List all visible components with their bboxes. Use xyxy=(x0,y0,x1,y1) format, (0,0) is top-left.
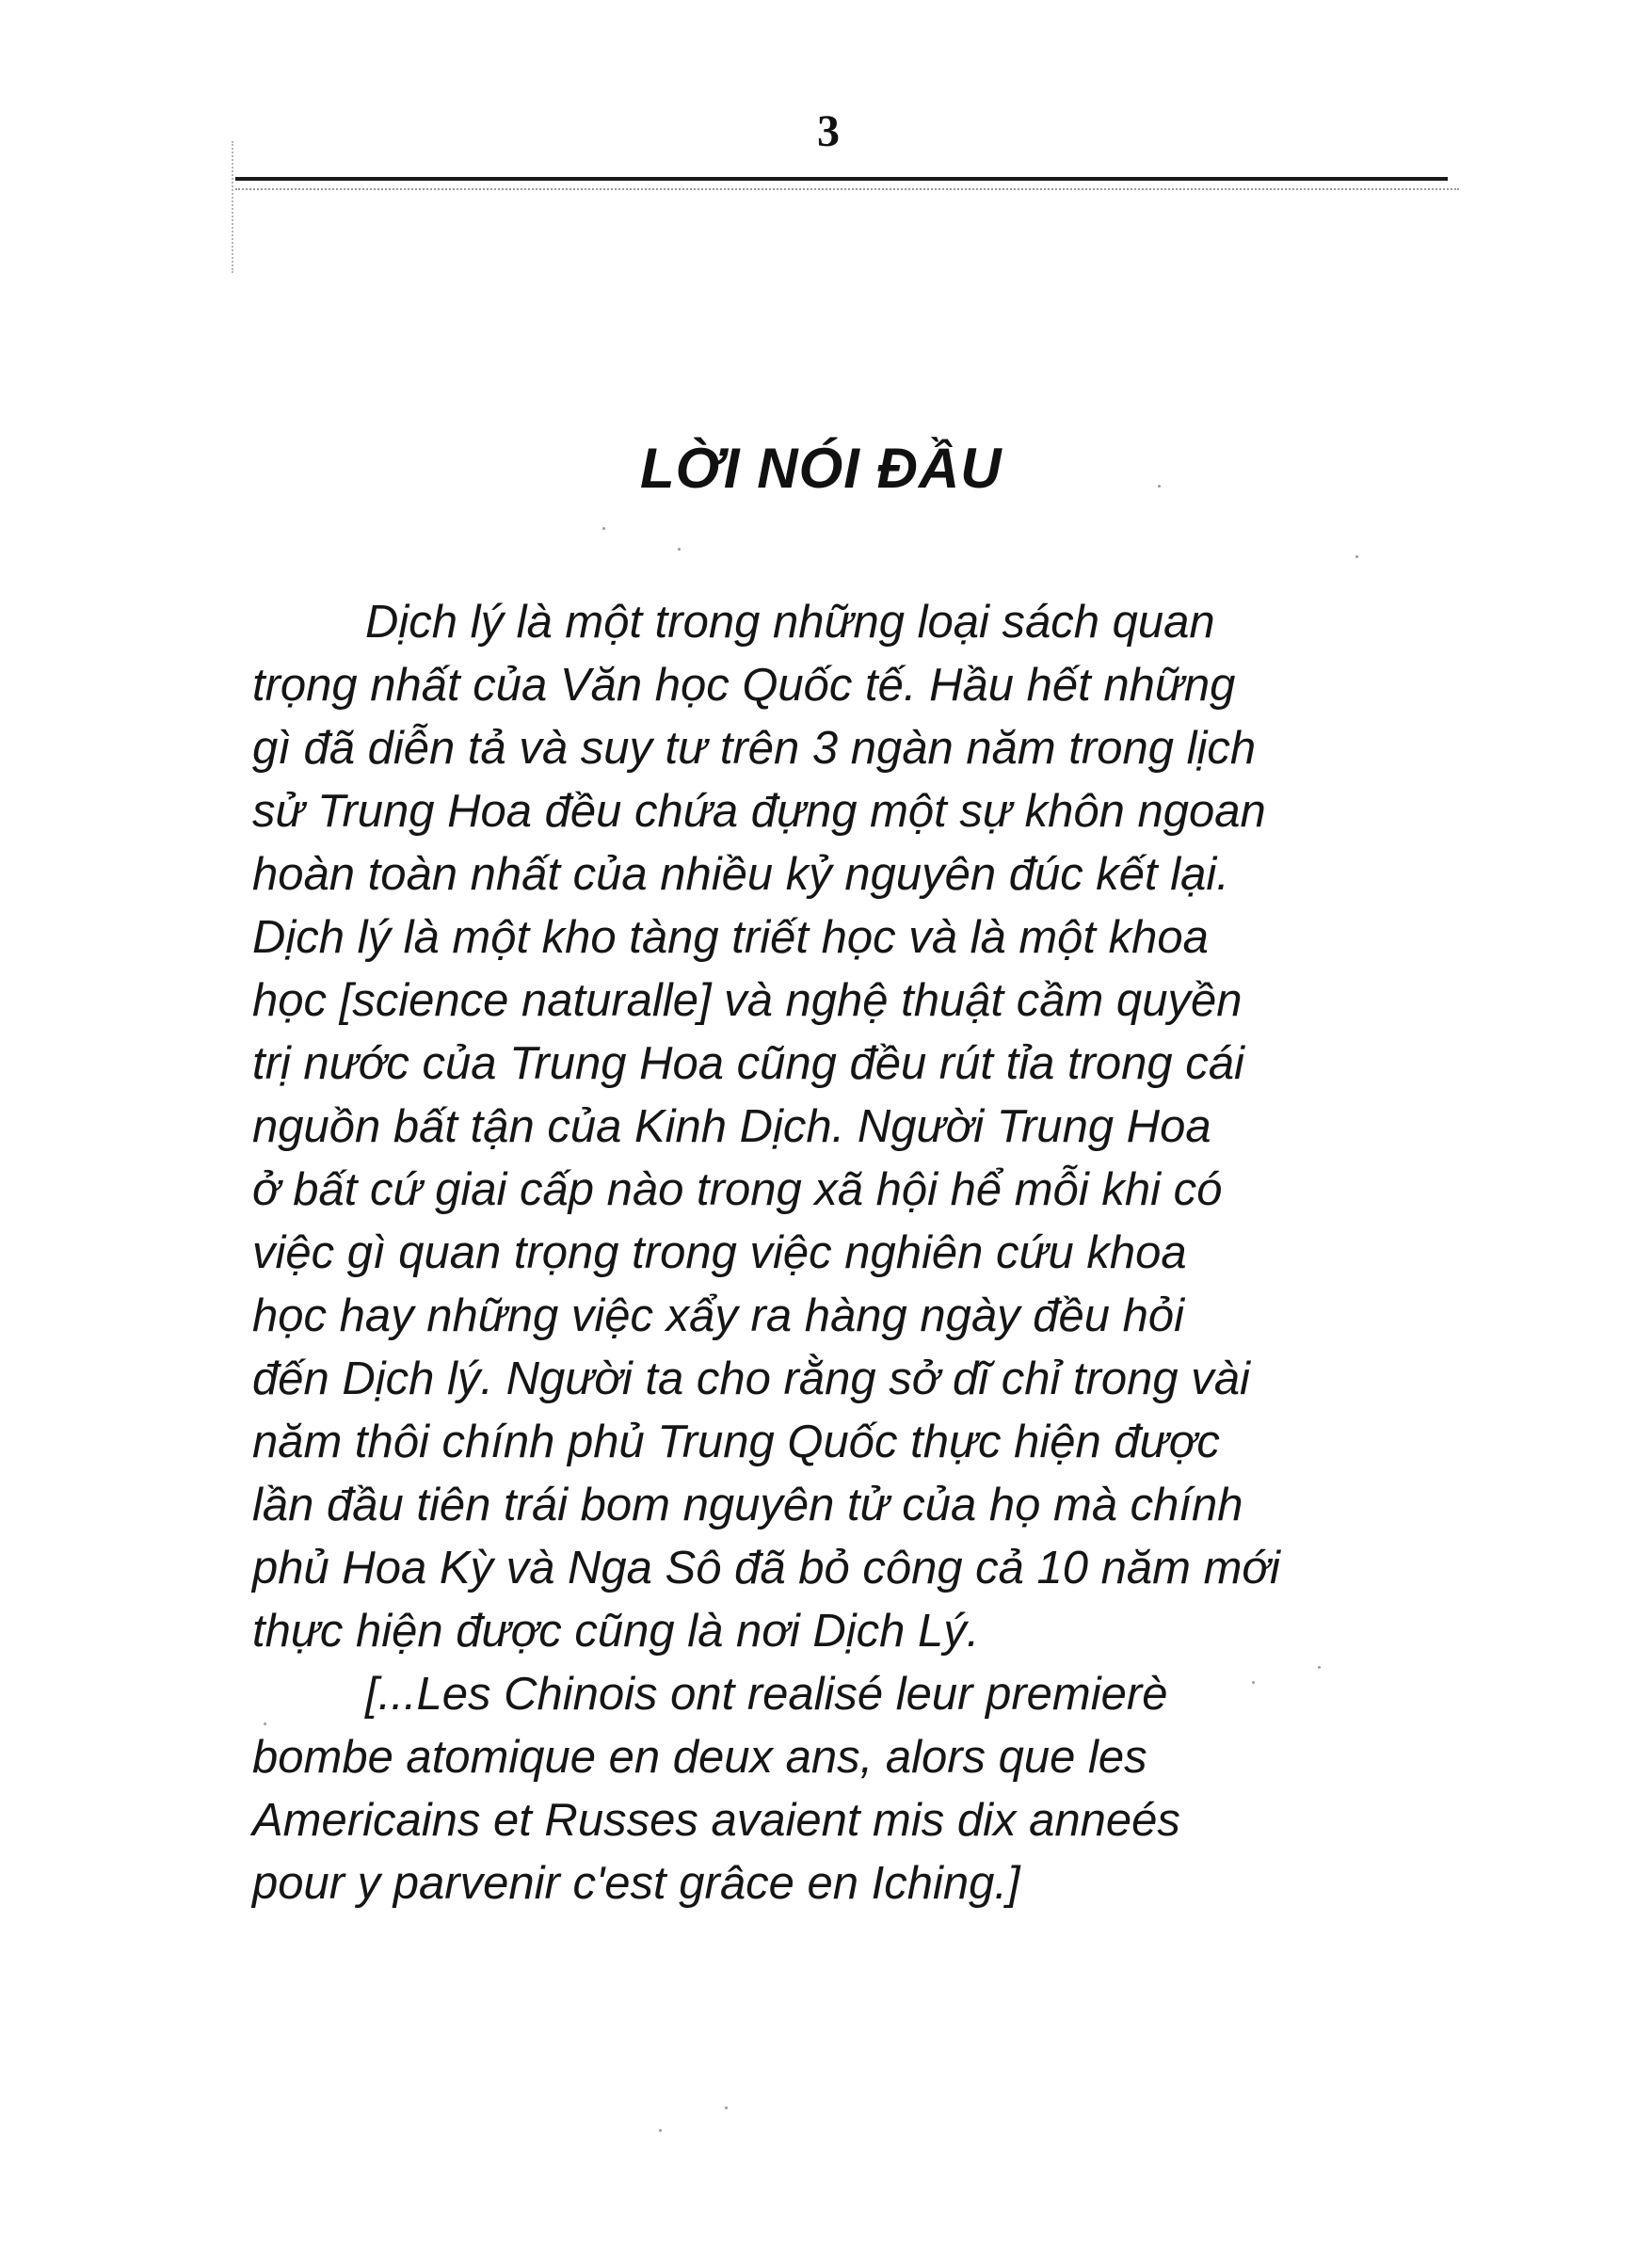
scan-speckle xyxy=(678,548,681,551)
paragraph-1 xyxy=(252,591,1401,1663)
text-line: hoàn toàn nhất của nhiều kỷ nguyên đúc kết lại. xyxy=(252,849,1229,900)
page-number: 3 xyxy=(817,106,840,156)
header-rule-faint xyxy=(235,188,1459,190)
text-line: Americains et Russes avaient mis dix anneés xyxy=(252,1795,1180,1846)
text-line: [...Les Chinois ont realisé leur premierè xyxy=(365,1669,1168,1720)
scan-speckle xyxy=(659,2129,662,2132)
text-line: học hay những việc xẩy ra hàng ngày đều hỏi xyxy=(252,1290,1184,1341)
text-line: lần đầu tiên trái bom nguyên tử của họ mà chính xyxy=(252,1480,1243,1530)
page-title: LỜI NÓI ĐẦU xyxy=(640,437,1002,500)
text-line: học [science naturalle] và nghệ thuật cầm quyền xyxy=(252,975,1243,1026)
text-line: Dịch lý là một kho tàng triết học và là một khoa xyxy=(252,912,1209,963)
text-line: thực hiện được cũng là nơi Dịch Lý. xyxy=(252,1606,980,1657)
text-line: đến Dịch lý. Người ta cho rằng sở dĩ chỉ trong vài xyxy=(252,1353,1250,1404)
text-line: ở bất cứ giai cấp nào trong xã hội hể mỗi khi có xyxy=(252,1164,1223,1215)
text-line: bombe atomique en deux ans, alors que les xyxy=(252,1732,1147,1783)
scan-speckle xyxy=(1158,485,1161,488)
text-line: gì đã diễn tả và suy tư trên 3 ngàn năm trong lịch xyxy=(252,723,1257,774)
scan-speckle xyxy=(602,527,605,530)
scan-speckle xyxy=(1318,1666,1321,1669)
text-line: sử Trung Hoa đều chứa đựng một sự khôn ngoan xyxy=(252,786,1266,837)
scan-speckle xyxy=(725,2106,728,2109)
scan-speckle xyxy=(264,1722,266,1725)
text-line: pour y parvenir c'est grâce en Iching.] xyxy=(252,1858,1020,1909)
left-margin-dots xyxy=(232,141,233,273)
text-line: năm thôi chính phủ Trung Quốc thực hiện được xyxy=(252,1417,1220,1467)
scan-speckle xyxy=(1355,555,1358,558)
scan-speckle xyxy=(1252,1681,1255,1684)
text-line: Dịch lý là một trong những loại sách quan xyxy=(365,597,1215,648)
text-line: việc gì quan trọng trong việc nghiên cứu khoa xyxy=(252,1227,1187,1278)
text-line: phủ Hoa Kỳ và Nga Sô đã bỏ công cả 10 năm mới xyxy=(252,1543,1280,1593)
text-line: trị nước của Trung Hoa cũng đều rút tỉa trong cái xyxy=(252,1038,1244,1089)
text-line: nguồn bất tận của Kinh Dịch. Người Trung Hoa xyxy=(252,1101,1211,1152)
paragraph-2 xyxy=(252,1663,1401,1915)
body-text xyxy=(252,591,1401,1915)
text-line: trọng nhất của Văn học Quốc tế. Hầu hết những xyxy=(252,660,1236,711)
header-rule xyxy=(235,177,1448,181)
